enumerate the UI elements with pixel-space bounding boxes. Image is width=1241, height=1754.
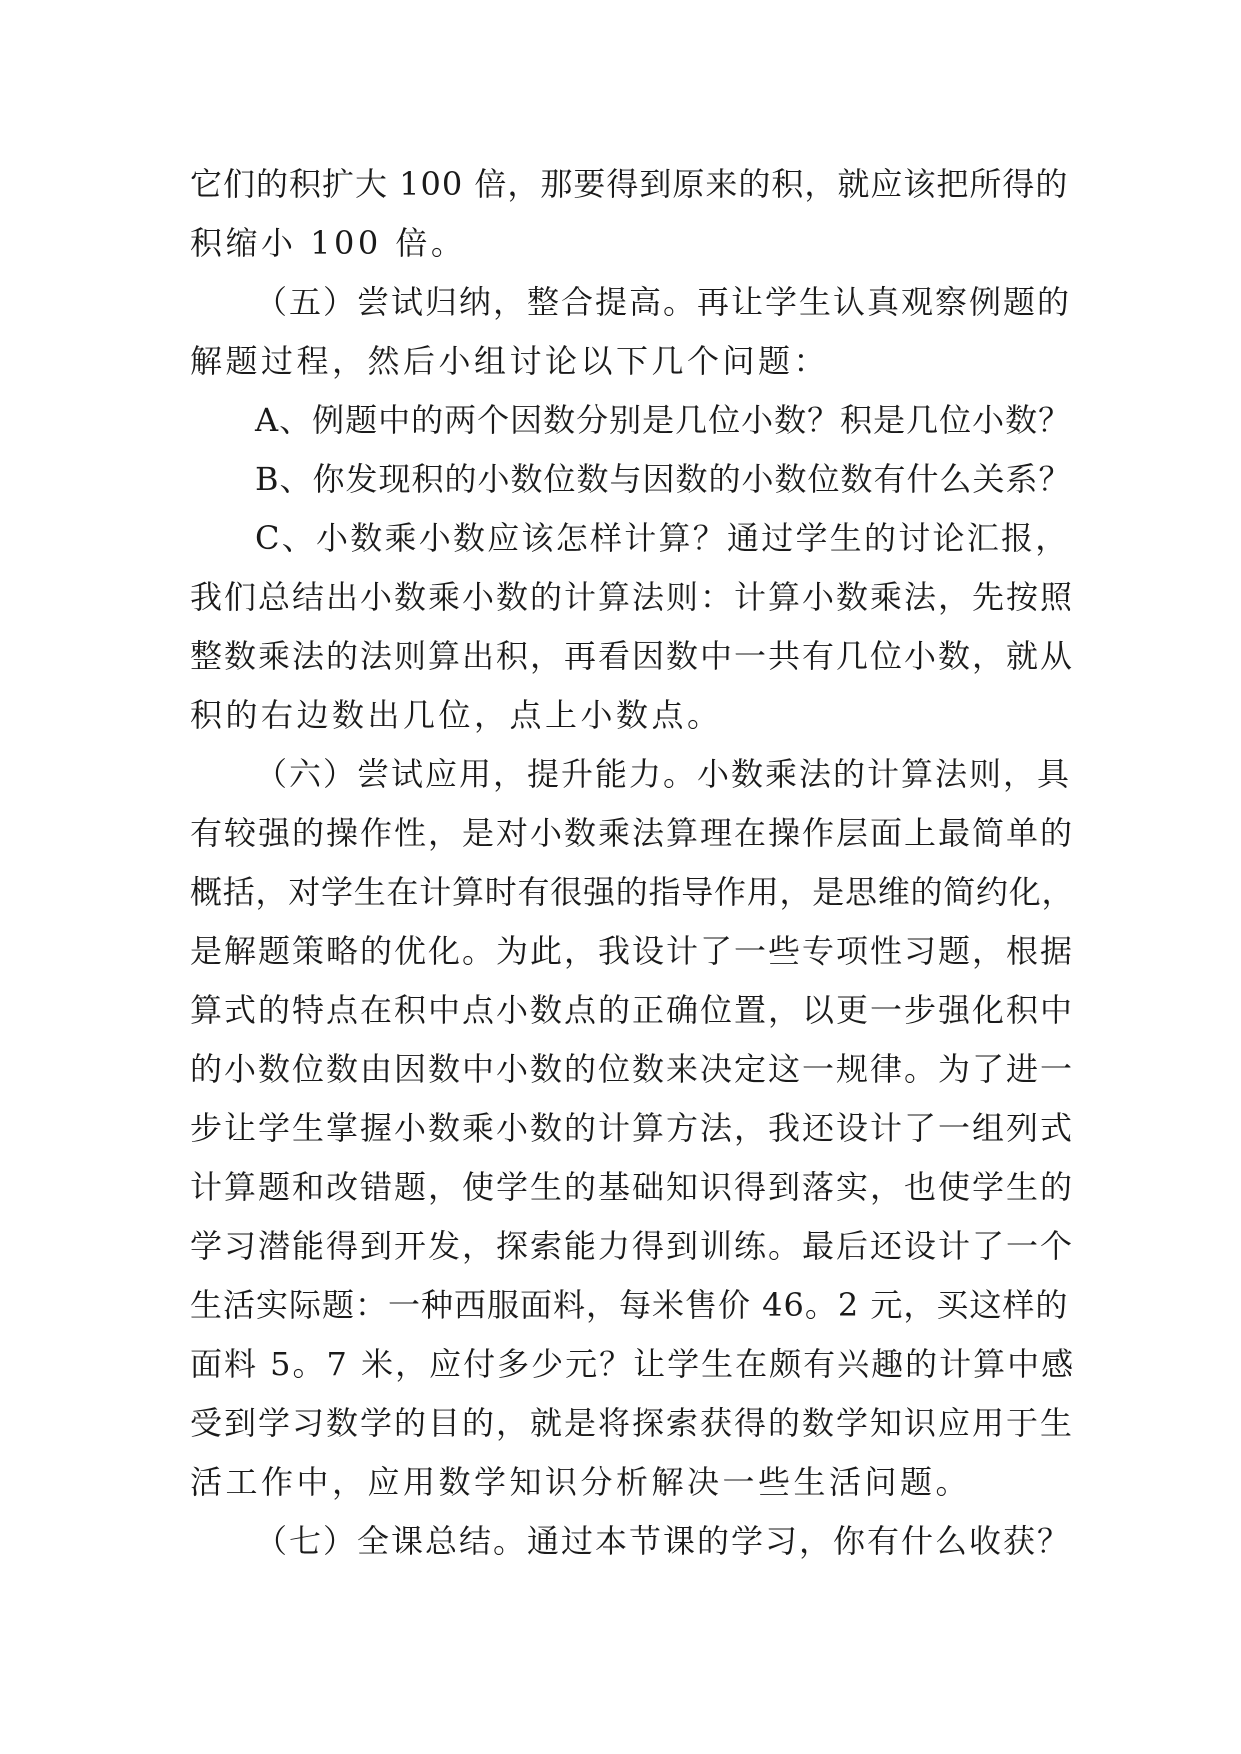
text-line-24: （七）全课总结。通过本节课的学习，你有什么收获？ [255, 1522, 1072, 1560]
text-line-5: A、例题中的两个因数分别是几位小数？积是几位小数？ [255, 401, 1072, 439]
text-line-15: 算式的特点在积中点小数点的正确位置，以更一步强化积中 [190, 991, 1075, 1029]
text-line-20: 生活实际题：一种西服面料，每米售价 46。2 元，买这样的 [190, 1286, 1069, 1324]
text-line-17: 步让学生掌握小数乘小数的计算方法，我还设计了一组列式 [190, 1109, 1075, 1147]
text-line-19: 学习潜能得到开发，探索能力得到训练。最后还设计了一个 [190, 1227, 1075, 1265]
text-line-3: （五）尝试归纳，整合提高。再让学生认真观察例题的 [255, 283, 1072, 321]
text-line-12: 有较强的操作性，是对小数乘法算理在操作层面上最简单的 [190, 814, 1075, 852]
text-line-21: 面料 5。7 米，应付多少元？让学生在颇有兴趣的计算中感 [190, 1345, 1076, 1383]
text-line-22: 受到学习数学的目的，就是将探索获得的数学知识应用于生 [190, 1404, 1075, 1442]
text-line-11: （六）尝试应用，提升能力。小数乘法的计算法则，具 [255, 755, 1072, 793]
text-line-9: 整数乘法的法则算出积，再看因数中一共有几位小数，就从 [190, 637, 1075, 675]
text-line-14: 是解题策略的优化。为此，我设计了一些专项性习题，根据 [190, 932, 1075, 970]
text-line-1: 它们的积扩大 100 倍，那要得到原来的积，就应该把所得的 [190, 165, 1069, 203]
text-line-13: 概括，对学生在计算时有很强的指导作用，是思维的简约化， [190, 873, 1075, 911]
text-line-23: 活工作中，应用数学知识分析解决一些生活问题。 [190, 1463, 972, 1501]
text-line-6: B、你发现积的小数位数与因数的小数位数有什么关系？ [255, 460, 1072, 498]
text-line-18: 计算题和改错题，使学生的基础知识得到落实，也使学生的 [190, 1168, 1075, 1206]
text-line-8: 我们总结出小数乘小数的计算法则：计算小数乘法，先按照 [190, 578, 1075, 616]
text-line-10: 积的右边数出几位，点上小数点。 [190, 696, 723, 734]
text-line-7: C、小数乘小数应该怎样计算？通过学生的讨论汇报， [255, 519, 1070, 557]
text-line-2: 积缩小 100 倍。 [190, 224, 467, 262]
text-line-4: 解题过程，然后小组讨论以下几个问题： [190, 342, 830, 380]
text-line-16: 的小数位数由因数中小数的位数来决定这一规律。为了进一 [190, 1050, 1075, 1088]
